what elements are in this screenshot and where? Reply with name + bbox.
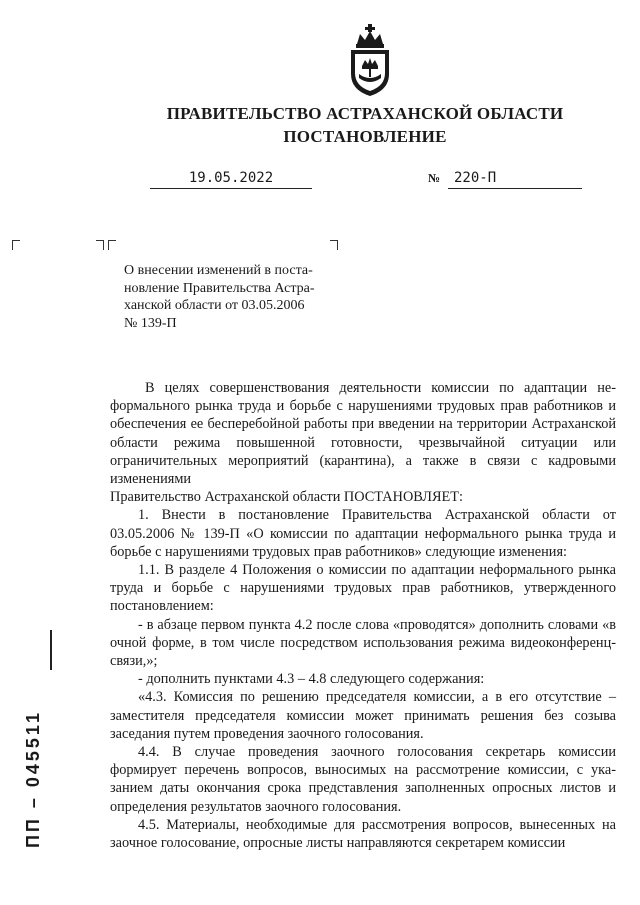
paragraph-4-3: «4.3. Комиссия по решению председателя комиссии, а в его отсутствие – заместителя председателя комиссии может принимать решения без созыва заседания путем проведения заочного голосования.	[110, 689, 616, 742]
corner-mark	[108, 240, 116, 250]
document-date: 19.05.2022	[150, 170, 312, 189]
subject-line: О внесении изменений в поста-	[124, 263, 313, 278]
subject-line: № 139-П	[124, 315, 177, 331]
subject-block	[124, 262, 344, 332]
paragraph-4-5: 4.5. Материалы, необходимые для рассмотрения вопросов, вынесенных на заочное голосование, опросные листы направляются секретарем комиссии	[110, 816, 616, 852]
serial-number: ПП – 045511	[23, 710, 43, 848]
paragraph-4-4: 4.4. В случае проведения заочного голосования секретарь комиссии формирует перечень вопросов, выносимых на рассмотрение комиссии, с указанием даты окончания срока представления заполненных опросных листов и определения результатов заочного голосования.	[110, 744, 616, 815]
document-number: 220-П	[448, 170, 582, 189]
paragraph-dash-2: - дополнить пунктами 4.3 – 4.8 следующего содержания:	[138, 671, 485, 688]
document-type: ПОСТАНОВЛЕНИЕ	[283, 127, 447, 146]
corner-mark	[12, 240, 20, 250]
subject-line: новление Правительства Астра-	[124, 280, 315, 296]
paragraph-resolves: Правительство Астраханской области ПОСТАНОВЛЯЕТ:	[110, 489, 463, 506]
corner-mark	[96, 240, 104, 250]
paragraph-dash-1: - в абзаце первом пункта 4.2 после слова «проводятся» дополнить словами «в очной форме, в том числе посредством использования режима видеоконференц-связи,»;	[110, 616, 616, 670]
paragraph-item-1-1: 1.1. В разделе 4 Положения о комиссии по адаптации неформального рынка труда и борьбе с нарушениями трудовых прав работников, утвержденного постановлением:	[110, 562, 616, 615]
authority-title: ПРАВИТЕЛЬСТВО АСТРАХАНСКОЙ ОБЛАСТИ	[166, 104, 564, 123]
paragraph-preamble: В целях совершенствования деятельности комиссии по адаптации неформального рынка труда и борьбе с нарушениями трудовых прав работников и обеспечения ее бесперебойной работы при введении на территории Астраханской области режима повышенной готовности, чрезвычайной ситуации или ограничительных мероприятий (карантина), а также в связи с кадровыми изменениями	[110, 380, 616, 488]
body-text	[110, 379, 616, 852]
coat-of-arms-emblem	[345, 22, 395, 98]
subject-line: ханской области от 03.05.2006	[124, 298, 305, 313]
corner-mark	[330, 240, 338, 250]
number-sign: №	[428, 171, 441, 185]
margin-line	[50, 630, 52, 670]
paragraph-item-1: 1. Внести в постановление Правительства Астраханской области от 03.05.2006 № 139-П «О комиссии по адаптации неформального рынка труда и борьбе с нарушениями трудовых прав работников» следующие изменения:	[110, 507, 616, 560]
